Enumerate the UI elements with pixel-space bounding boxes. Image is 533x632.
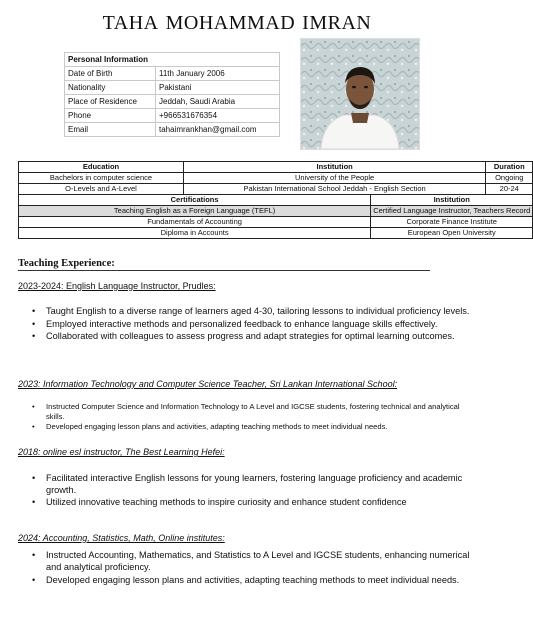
duration-cell: 20-24 xyxy=(486,184,533,195)
info-label: Phone xyxy=(65,109,156,123)
info-label: Place of Residence xyxy=(65,95,156,109)
name-first: TAHA xyxy=(102,12,159,34)
section-heading: Teaching Experience: xyxy=(18,258,115,269)
job-title: 2023-2024: English Language Instructor, Prudles: xyxy=(18,281,216,291)
table-row xyxy=(19,228,533,239)
job-bullets xyxy=(18,306,476,344)
table-row xyxy=(19,217,533,228)
job-title: 2018: online esl instructor, The Best Learning Hefei: xyxy=(18,447,225,457)
job-bullets xyxy=(18,473,476,510)
certifications-header: Certifications xyxy=(19,195,371,206)
resume-name xyxy=(0,12,474,35)
table-row xyxy=(65,81,280,95)
name-last: IMRAN xyxy=(302,12,372,34)
list-item: • Developed engaging lesson plans and activities, adapting teaching methods to meet individual needs. xyxy=(46,575,476,587)
info-label: Email xyxy=(65,123,156,137)
institution-cell: Pakistan International School Jeddah - English Section xyxy=(184,184,486,195)
table-row xyxy=(19,184,533,195)
info-label: Date of Birth xyxy=(65,67,156,81)
info-value: +966531676354 xyxy=(156,109,280,123)
cert-institution-cell: Corporate Finance Institute xyxy=(371,217,533,228)
info-value: Jeddah, Saudi Arabia xyxy=(156,95,280,109)
job-title: 2023: Information Technology and Computer Science Teacher, Sri Lankan International School: xyxy=(18,379,398,389)
profile-photo-image xyxy=(301,39,419,149)
duration-cell: Ongoing xyxy=(486,173,533,184)
cert-institution-cell: Certified Language Instructor, Teachers Record xyxy=(371,206,533,217)
info-label: Nationality xyxy=(65,81,156,95)
duration-header: Duration xyxy=(486,162,533,173)
certification-cell: Teaching English as a Foreign Language (TEFL) xyxy=(19,206,371,217)
table-row xyxy=(65,67,280,81)
list-item: • Taught English to a diverse range of learners aged 4-30, tailoring lessons to individual proficiency levels. xyxy=(46,306,476,318)
education-cell: Bachelors in computer science xyxy=(19,173,184,184)
job-bullets xyxy=(18,402,476,433)
list-item: • Collaborated with colleagues to assess progress and adapt strategies for optimal learning outcomes. xyxy=(46,331,476,343)
info-value: Pakistani xyxy=(156,81,280,95)
education-cell: O-Levels and A-Level xyxy=(19,184,184,195)
list-item: • Utilized innovative teaching methods to inspire curiosity and enhance student confidence xyxy=(46,497,476,509)
personal-info-header: Personal Information xyxy=(65,53,280,67)
info-value: tahaimrankhan@gmail.com xyxy=(156,123,280,137)
cert-institution-header: Institution xyxy=(371,195,533,206)
table-row xyxy=(19,206,533,217)
job-title: 2024: Accounting, Statistics, Math, Online institutes: xyxy=(18,533,225,543)
info-value: 11th January 2006 xyxy=(156,67,280,81)
table-row xyxy=(65,109,280,123)
education-header: Education xyxy=(19,162,184,173)
education-table xyxy=(18,161,533,239)
list-item: • Developed engaging lesson plans and activities, adapting teaching methods to meet individual needs. xyxy=(46,422,476,432)
institution-header: Institution xyxy=(184,162,486,173)
profile-photo xyxy=(300,38,420,150)
list-item: • Employed interactive methods and personalized feedback to enhance language skills effectively. xyxy=(46,319,476,331)
job-bullets xyxy=(18,550,476,588)
name-middle: MOHAMMAD xyxy=(165,12,296,34)
institution-cell: University of the People xyxy=(184,173,486,184)
cert-institution-cell: European Open University xyxy=(371,228,533,239)
certification-cell: Diploma in Accounts xyxy=(19,228,371,239)
list-item: • Facilitated interactive English lessons for young learners, fostering language proficiency and academic growth. xyxy=(46,473,476,496)
list-item: • Instructed Accounting, Mathematics, and Statistics to A Level and IGCSE students, enhancing numerical and analytical proficiency. xyxy=(46,550,476,573)
list-item: • Instructed Computer Science and Information Technology to A Level and IGCSE students, fostering technical and analytical skills. xyxy=(46,402,476,421)
table-row xyxy=(65,123,280,137)
certification-cell: Fundamentals of Accounting xyxy=(19,217,371,228)
personal-info-table xyxy=(64,52,280,137)
section-divider xyxy=(18,270,430,271)
table-row xyxy=(65,95,280,109)
table-row xyxy=(19,173,533,184)
